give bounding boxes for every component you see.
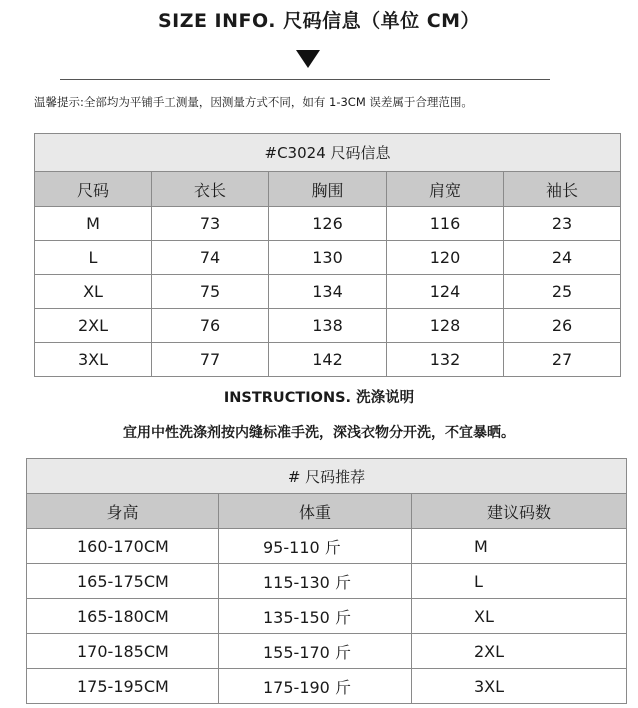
table-cell: 160-170CM — [27, 529, 219, 564]
column-header: 衣长 — [152, 172, 269, 207]
table-cell: 115-130 斤 — [219, 564, 412, 599]
table-cell: 130 — [269, 241, 387, 275]
column-header: 体重 — [219, 494, 412, 529]
table-cell: 120 — [387, 241, 504, 275]
table-cell: 77 — [152, 343, 269, 377]
table-cell: 138 — [269, 309, 387, 343]
table-cell: 2XL — [35, 309, 152, 343]
page-title: SIZE INFO. 尺码信息（单位 CM） — [157, 10, 481, 32]
table-cell: 170-185CM — [27, 634, 219, 669]
table-cell: 26 — [504, 309, 621, 343]
table-cell: 73 — [152, 207, 269, 241]
table-cell: 2XL — [412, 634, 627, 669]
column-header: 尺码 — [35, 172, 152, 207]
table-row — [35, 241, 621, 275]
table-cell: 142 — [269, 343, 387, 377]
table-cell: 165-175CM — [27, 564, 219, 599]
table-cell: 132 — [387, 343, 504, 377]
table-cell: 95-110 斤 — [219, 529, 412, 564]
table-row — [27, 529, 627, 564]
column-header: 身高 — [27, 494, 219, 529]
divider — [60, 79, 550, 80]
table-row — [27, 669, 627, 704]
table-row — [35, 343, 621, 377]
table-cell: 76 — [152, 309, 269, 343]
table-cell: 24 — [504, 241, 621, 275]
instructions-text: 宜用中性洗涤剂按内缝标准手洗，深浅衣物分开洗，不宜暴晒。 — [123, 425, 515, 441]
table-cell: L — [35, 241, 152, 275]
column-header: 袖长 — [504, 172, 621, 207]
column-header: 胸围 — [269, 172, 387, 207]
table-row — [27, 599, 627, 634]
table-cell: 25 — [504, 275, 621, 309]
table-cell: 165-180CM — [27, 599, 219, 634]
measurement-tip: 温馨提示:全部均为平铺手工测量，因测量方式不同，如有 1-3CM 误差属于合理范围。 — [34, 95, 473, 109]
column-header: 建议码数 — [412, 494, 627, 529]
table-cell: L — [412, 564, 627, 599]
table-cell: 135-150 斤 — [219, 599, 412, 634]
table-row — [35, 275, 621, 309]
table-cell: 175-190 斤 — [219, 669, 412, 704]
table-cell: 128 — [387, 309, 504, 343]
down-arrow-icon — [296, 50, 320, 68]
instructions-title: INSTRUCTIONS. 洗涤说明 — [223, 390, 415, 406]
column-header: 肩宽 — [387, 172, 504, 207]
table-cell: 3XL — [35, 343, 152, 377]
table-row — [35, 309, 621, 343]
table-cell: 75 — [152, 275, 269, 309]
table-cell: 134 — [269, 275, 387, 309]
table-cell: 23 — [504, 207, 621, 241]
table-cell: 74 — [152, 241, 269, 275]
table-cell: 27 — [504, 343, 621, 377]
table-cell: XL — [35, 275, 152, 309]
table-row — [35, 207, 621, 241]
table-cell: 126 — [269, 207, 387, 241]
table-row — [27, 564, 627, 599]
table-cell: 175-195CM — [27, 669, 219, 704]
table-cell: 124 — [387, 275, 504, 309]
table-cell: M — [35, 207, 152, 241]
size-recommendation-table — [26, 458, 627, 704]
table-cell: XL — [412, 599, 627, 634]
table-cell: 155-170 斤 — [219, 634, 412, 669]
table-cell: 3XL — [412, 669, 627, 704]
size-table-caption: #C3024 尺码信息 — [35, 134, 621, 172]
table-cell: M — [412, 529, 627, 564]
table-cell: 116 — [387, 207, 504, 241]
recommend-table-caption: # 尺码推荐 — [27, 459, 627, 494]
table-row — [27, 634, 627, 669]
size-info-table — [34, 133, 621, 377]
